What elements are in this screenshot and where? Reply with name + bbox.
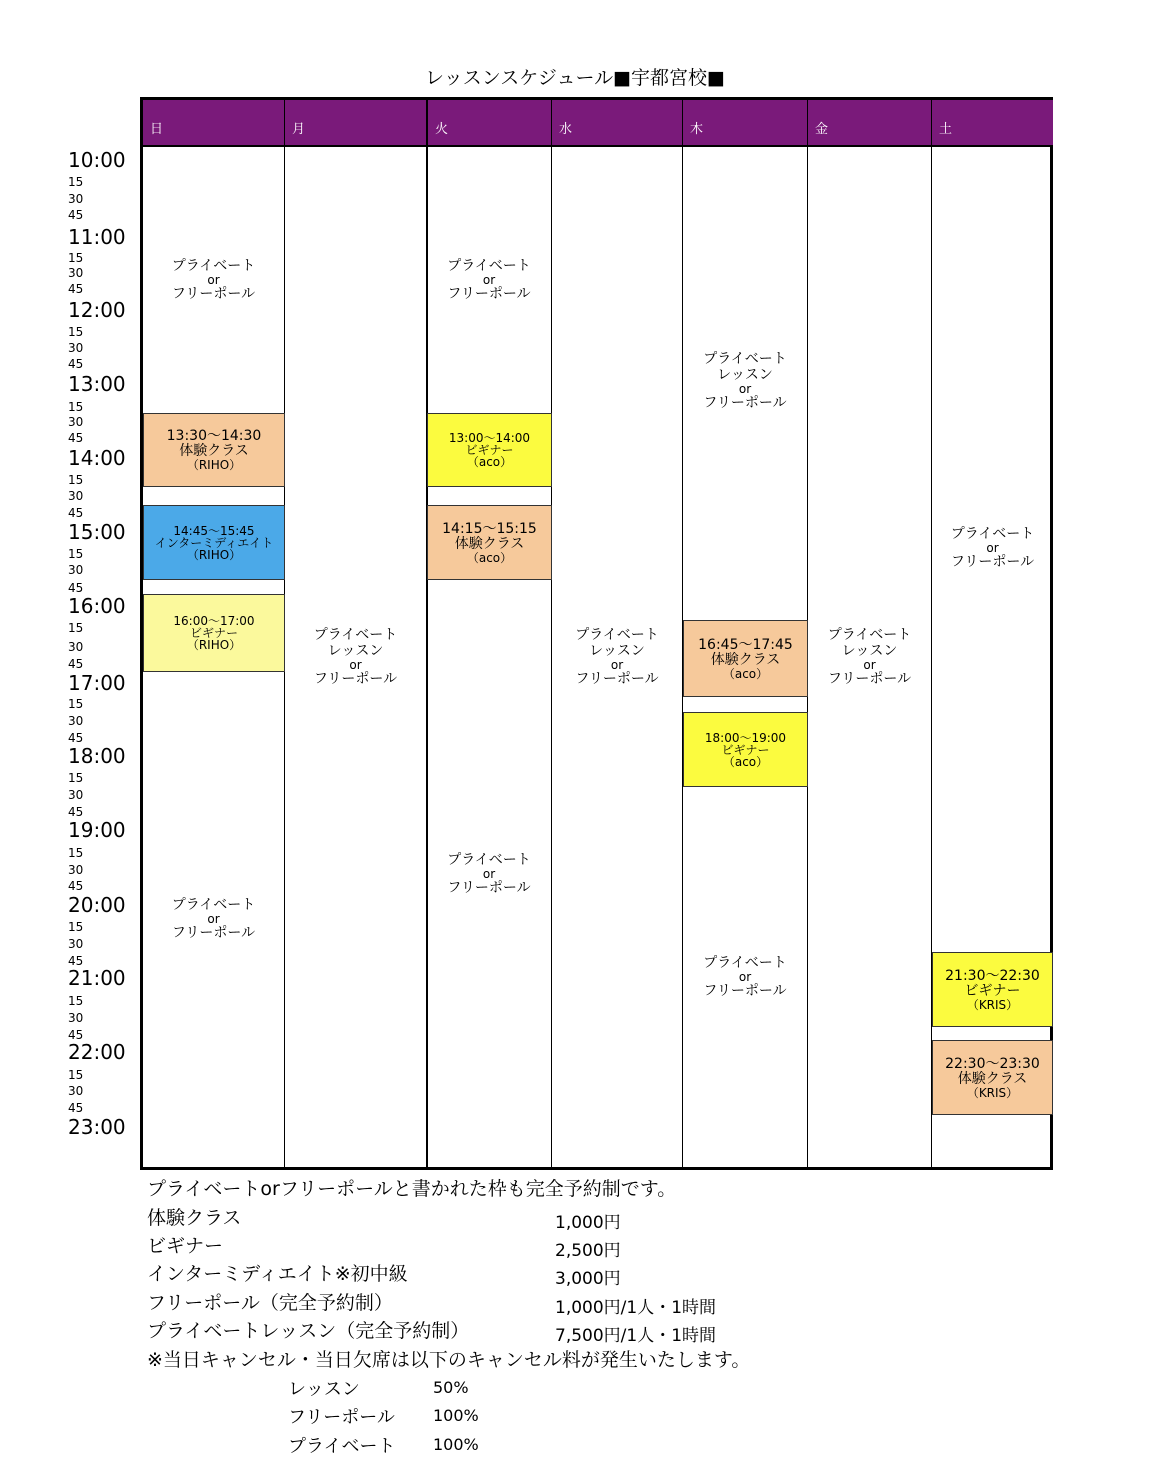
quarter-label: 45	[68, 506, 84, 520]
private-text: プライベート	[313, 627, 398, 643]
quarter-label: 45	[68, 1028, 84, 1042]
freepole-text: フリーポール	[447, 880, 531, 896]
day-header-mon: 月	[285, 100, 428, 147]
class-time: 13:00～14:00	[448, 431, 531, 445]
cancel-fee-rate: 50%	[433, 1378, 469, 1397]
quarter-label: 45	[68, 805, 84, 819]
class-time: 13:30～14:30	[166, 428, 262, 444]
quarter-label: 15	[68, 473, 84, 487]
sunday-trial-class	[143, 413, 285, 487]
price-label: 体験クラス	[147, 1207, 242, 1229]
day-header-wed: 水	[552, 100, 683, 147]
private-text: プライベート	[950, 526, 1035, 542]
hour-label: 18:00	[68, 744, 126, 768]
cancel-fee-label: レッスン	[288, 1379, 360, 1400]
or-text: or	[349, 658, 362, 672]
hour-label: 11:00	[68, 225, 126, 249]
schedule-grid	[140, 97, 1053, 1170]
freepole-text: フリーポール	[575, 671, 659, 687]
tuesday-beginner-class	[427, 413, 552, 487]
quarter-label: 45	[68, 357, 84, 371]
freepole-text: フリーポール	[171, 925, 256, 941]
private-text: プライベート	[447, 852, 531, 868]
quarter-label: 15	[68, 251, 84, 265]
sunday-private-freepole-pm	[143, 897, 284, 941]
quarter-label: 30	[68, 192, 84, 206]
quarter-label: 15	[68, 846, 84, 860]
day-header-sat: 土	[932, 100, 1053, 147]
price-value: 1,000円/1人・1時間	[555, 1298, 717, 1318]
price-value: 7,500円/1人・1時間	[555, 1326, 717, 1346]
freepole-text: フリーポール	[703, 983, 787, 999]
cancel-fee-label: プライベート	[288, 1436, 396, 1457]
freepole-text: フリーポール	[447, 286, 531, 302]
lesson-text: レッスン	[327, 643, 384, 659]
cancellation-note: ※当日キャンセル・当日欠席は以下のキャンセル料が発生いたします。	[147, 1349, 751, 1371]
tuesday-private-freepole-pm	[427, 852, 551, 896]
class-teacher: （RIHO）	[186, 638, 242, 652]
class-name: 体験クラス	[454, 535, 525, 552]
cancel-fee-rate: 100%	[433, 1406, 479, 1425]
price-label: プライベートレッスン（完全予約制）	[147, 1320, 470, 1342]
class-teacher: （RIHO）	[186, 458, 242, 472]
hour-label: 23:00	[68, 1115, 126, 1139]
quarter-label: 45	[68, 431, 84, 445]
quarter-label: 15	[68, 1068, 84, 1082]
saturday-beginner-class	[932, 952, 1053, 1027]
class-teacher: （RIHO）	[186, 547, 242, 562]
hour-label: 16:00	[68, 594, 126, 618]
price-label: ビギナー	[147, 1235, 224, 1257]
class-teacher: （KRIS）	[966, 997, 1019, 1012]
hour-label: 22:00	[68, 1040, 126, 1064]
hour-label: 10:00	[68, 148, 126, 172]
saturday-trial-class	[932, 1040, 1053, 1115]
private-text: プライベート	[171, 258, 256, 274]
class-time: 16:45～17:45	[698, 636, 793, 653]
freepole-text: フリーポール	[950, 554, 1035, 570]
quarter-label: 15	[68, 771, 84, 785]
reservation-note: プライベートorフリーポールと書かれた枠も完全予約制です。	[147, 1178, 677, 1200]
lesson-text: レッスン	[589, 643, 645, 659]
or-text: or	[482, 867, 496, 881]
private-text: プライベート	[171, 897, 256, 913]
day-header-fri: 金	[808, 100, 932, 147]
quarter-label: 15	[68, 400, 84, 414]
sunday-beginner-class	[143, 594, 285, 672]
class-time: 21:30～22:30	[945, 967, 1040, 984]
quarter-label: 45	[68, 208, 84, 222]
private-text: プライベート	[447, 258, 531, 274]
class-teacher: （aco）	[466, 455, 513, 469]
class-time: 22:30～23:30	[945, 1055, 1040, 1072]
class-name: 体験クラス	[957, 1070, 1028, 1087]
class-teacher: （aco）	[722, 666, 769, 681]
quarter-label: 15	[68, 547, 84, 561]
thursday-private-lesson-freepole	[683, 351, 807, 411]
quarter-label: 30	[68, 266, 84, 280]
quarter-label: 45	[68, 731, 84, 745]
hour-label: 12:00	[68, 298, 126, 322]
class-time: 14:45～15:45	[173, 523, 255, 538]
lesson-text: レッスン	[717, 367, 773, 383]
tuesday-trial-class	[427, 505, 552, 580]
class-teacher: （aco）	[466, 550, 513, 565]
class-time: 14:15～15:15	[442, 520, 537, 537]
or-text: or	[986, 541, 999, 555]
quarter-label: 45	[68, 657, 84, 671]
hour-label: 20:00	[68, 893, 126, 917]
class-teacher: （KRIS）	[966, 1085, 1019, 1100]
quarter-label: 30	[68, 1011, 84, 1025]
hour-label: 15:00	[68, 520, 126, 544]
quarter-label: 45	[68, 954, 84, 968]
day-header-sun: 日	[143, 100, 285, 147]
class-name: ビギナー	[189, 626, 238, 640]
class-teacher: （aco）	[722, 754, 769, 769]
class-name: ビギナー	[964, 982, 1021, 999]
class-time: 16:00～17:00	[173, 614, 255, 628]
quarter-label: 30	[68, 640, 84, 654]
quarter-label: 15	[68, 697, 84, 711]
quarter-label: 30	[68, 788, 84, 802]
quarter-label: 45	[68, 282, 84, 296]
or-text: or	[863, 658, 876, 672]
tuesday-private-freepole-am	[427, 258, 551, 302]
thursday-trial-class	[683, 620, 808, 697]
quarter-label: 45	[68, 879, 84, 893]
quarter-label: 15	[68, 175, 84, 189]
hour-label: 21:00	[68, 966, 126, 990]
quarter-label: 30	[68, 1084, 84, 1098]
saturday-private-freepole	[932, 526, 1053, 570]
or-text: or	[482, 273, 496, 287]
quarter-label: 30	[68, 341, 84, 355]
quarter-label: 15	[68, 621, 84, 635]
quarter-label: 45	[68, 1101, 84, 1115]
quarter-label: 30	[68, 714, 84, 728]
private-text: プライベート	[827, 627, 912, 643]
class-name: インターミディエイト	[154, 535, 274, 550]
quarter-label: 30	[68, 863, 84, 877]
monday-private-lesson-freepole	[285, 627, 426, 687]
class-name: 体験クラス	[710, 651, 781, 668]
cancel-fee-rate: 100%	[433, 1435, 479, 1454]
day-header-thu: 木	[683, 100, 808, 147]
hour-label: 13:00	[68, 372, 126, 396]
hour-label: 14:00	[68, 446, 126, 470]
lesson-text: レッスン	[841, 643, 898, 659]
class-name: ビギナー	[465, 443, 514, 457]
quarter-label: 30	[68, 489, 84, 503]
private-text: プライベート	[703, 351, 787, 367]
class-name: ビギナー	[721, 742, 770, 757]
freepole-text: フリーポール	[313, 671, 398, 687]
thursday-beginner-class	[683, 712, 808, 787]
page-title: レッスンスケジュール■宇都宮校■	[424, 67, 725, 89]
class-time: 18:00～19:00	[704, 730, 787, 745]
cancel-fee-label: フリーポール	[288, 1407, 395, 1428]
hour-label: 17:00	[68, 671, 126, 695]
quarter-label: 30	[68, 563, 84, 577]
freepole-text: フリーポール	[703, 395, 787, 411]
quarter-label: 30	[68, 415, 84, 429]
freepole-text: フリーポール	[827, 671, 912, 687]
sunday-intermediate-class	[143, 505, 285, 580]
quarter-label: 45	[68, 581, 84, 595]
day-header-tue: 火	[428, 100, 552, 147]
class-name: 体験クラス	[179, 443, 249, 459]
or-text: or	[207, 912, 220, 926]
or-text: or	[738, 970, 752, 984]
or-text: or	[738, 382, 752, 396]
price-value: 1,000円	[555, 1213, 621, 1233]
price-label: フリーポール（完全予約制）	[147, 1292, 393, 1314]
wednesday-private-lesson-freepole	[552, 627, 682, 687]
price-value: 2,500円	[555, 1241, 621, 1261]
price-label: インターミディエイト※初中級	[147, 1263, 408, 1285]
or-text: or	[610, 658, 624, 672]
sunday-private-freepole-am	[143, 258, 284, 302]
quarter-label: 15	[68, 994, 84, 1008]
hour-label: 19:00	[68, 818, 126, 842]
or-text: or	[207, 273, 220, 287]
price-value: 3,000円	[555, 1269, 621, 1289]
private-text: プライベート	[703, 955, 787, 971]
quarter-label: 15	[68, 920, 84, 934]
friday-private-lesson-freepole	[808, 627, 931, 687]
freepole-text: フリーポール	[171, 286, 256, 302]
private-text: プライベート	[575, 627, 659, 643]
quarter-label: 30	[68, 937, 84, 951]
quarter-label: 15	[68, 325, 84, 339]
thursday-private-freepole-pm	[683, 955, 807, 999]
